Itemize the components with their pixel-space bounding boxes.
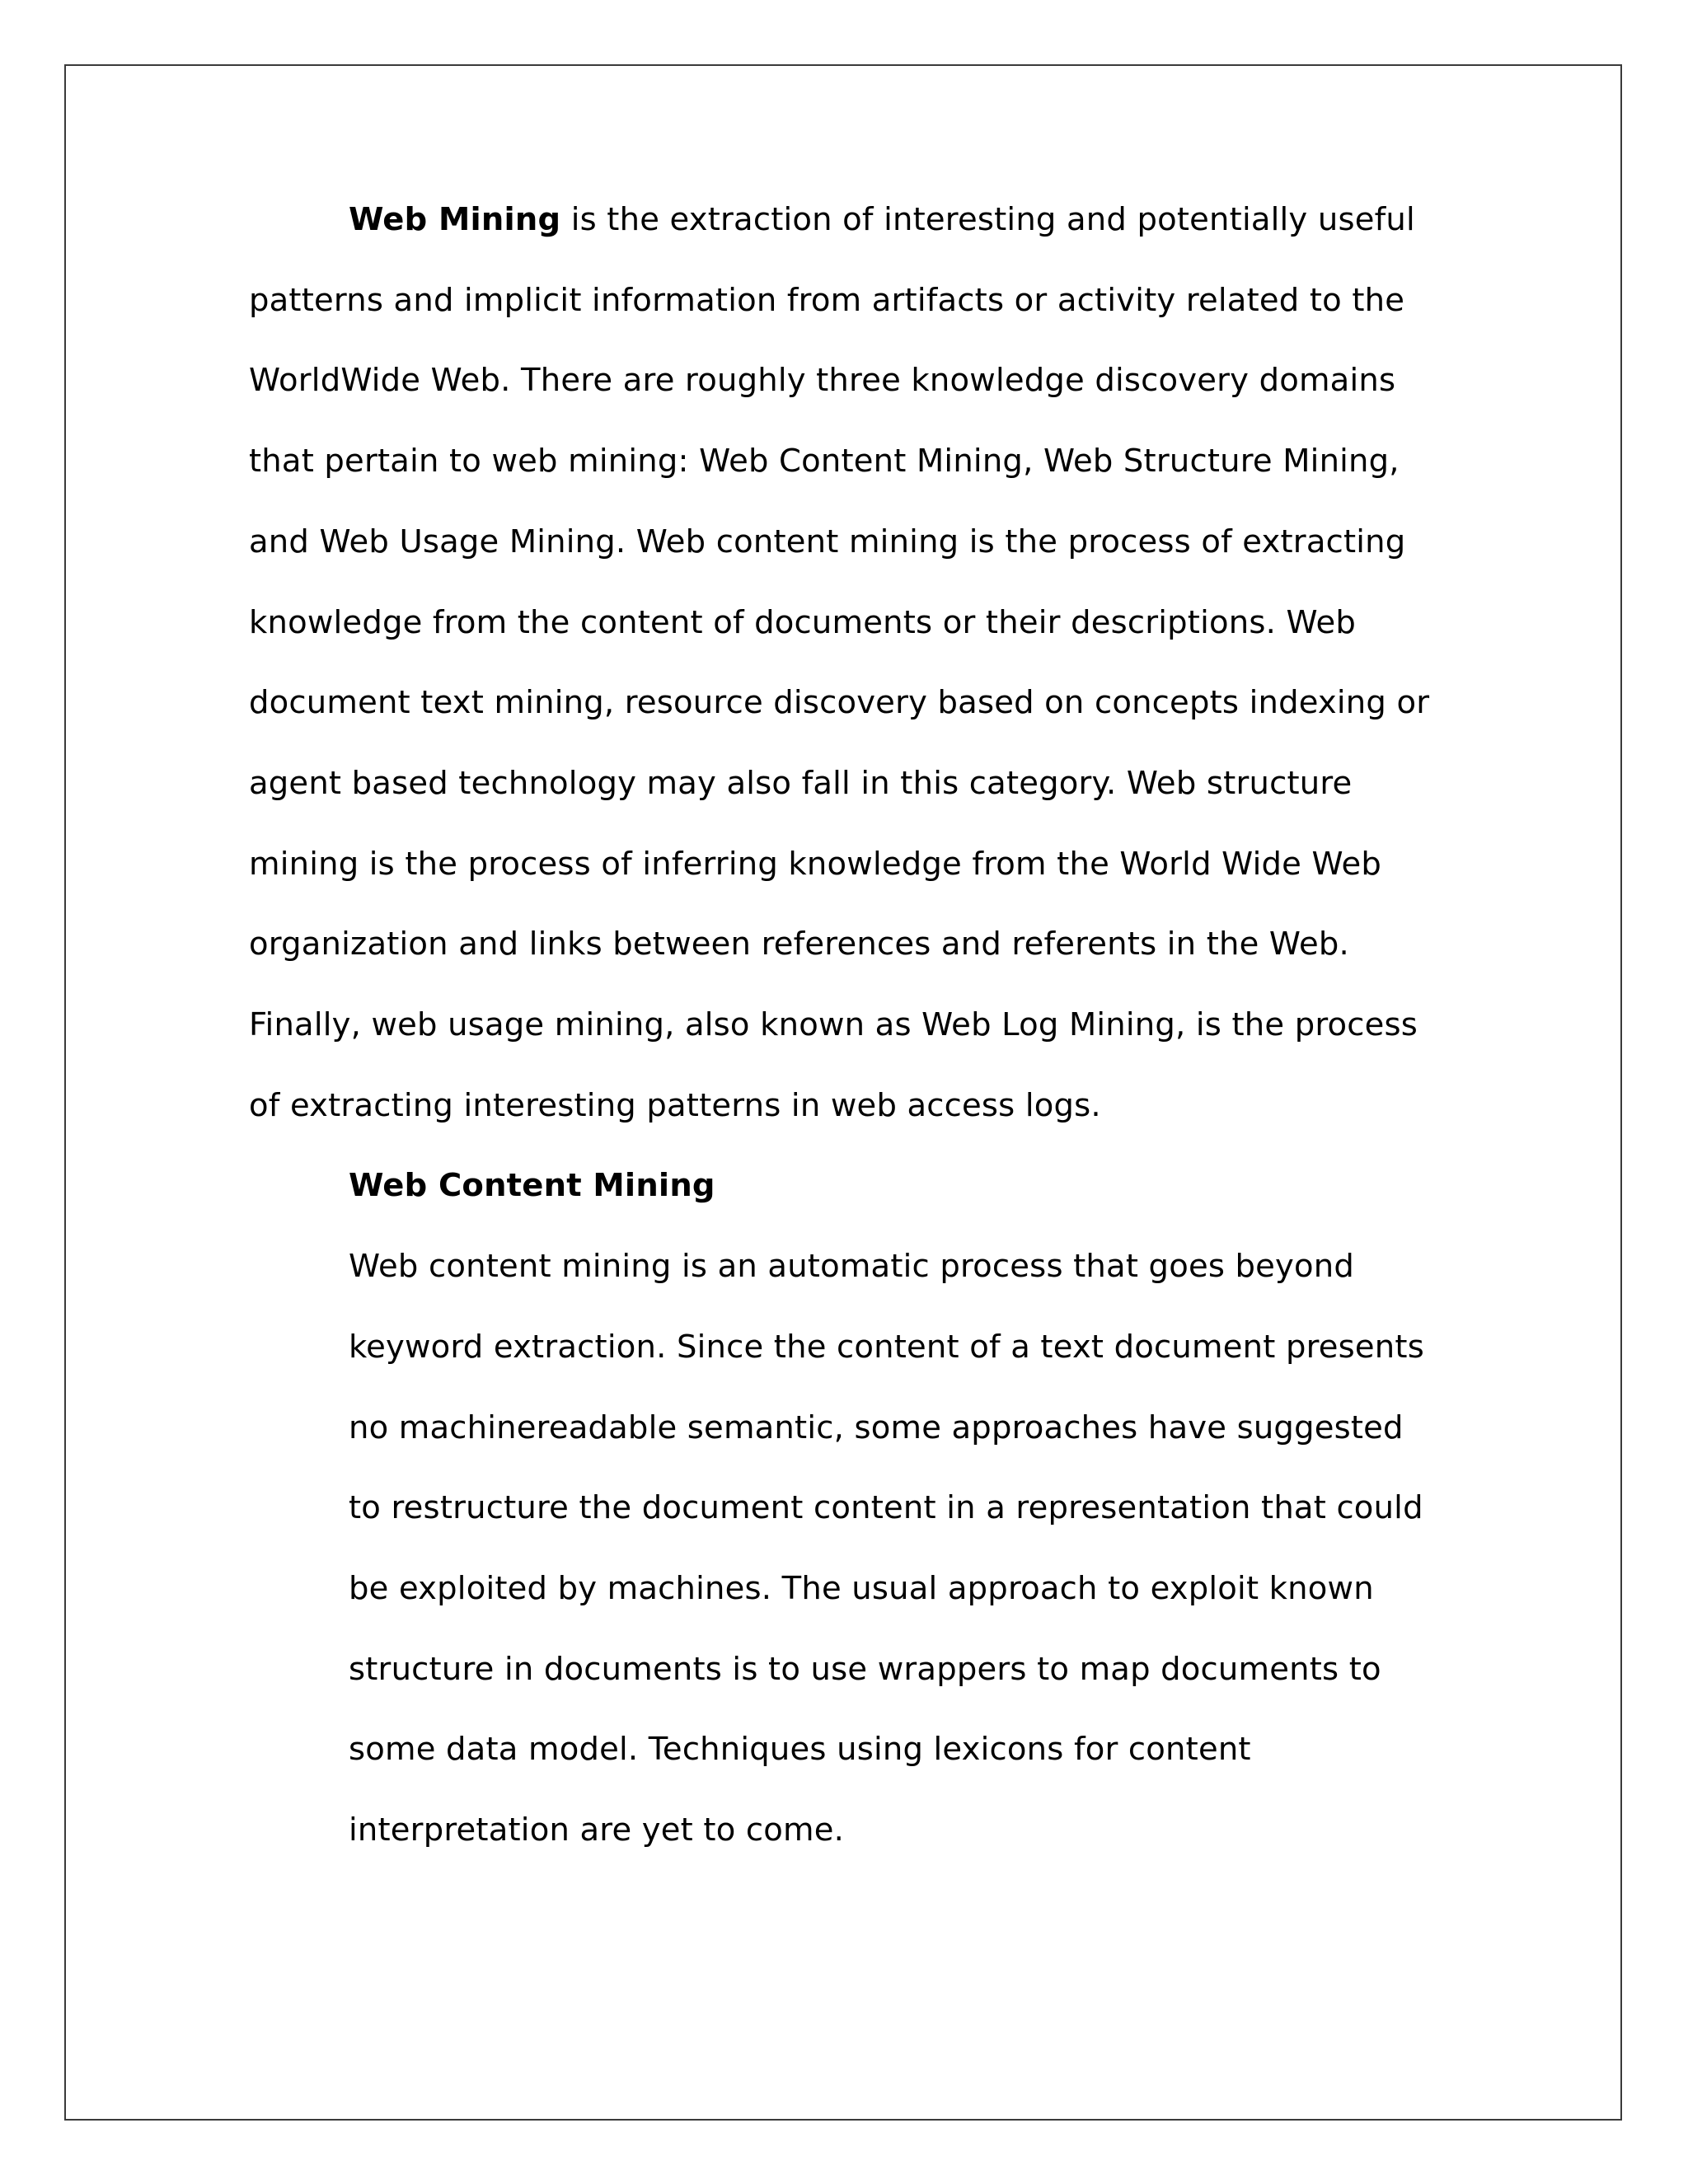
lead-term: Web Mining: [349, 201, 561, 238]
section-paragraph: Web content mining is an automatic process that goes beyond keyword extraction. Since the content of a text document presents no machinereadable semantic, some approaches have suggested to restructure the document content in a representation that could be exploited by machines. The usual approach to exploit known structure in documents is to use wrappers to map documents to some data model. Techniques using lexicons for content interpretation are yet to come.: [349, 1248, 1424, 1849]
section-heading: Web Content Mining: [349, 1167, 715, 1205]
document-body: [249, 180, 1436, 1871]
intro-text: is the extraction of interesting and potentially useful patterns and implicit information from artifacts or activity related to the WorldWide Web. There are roughly three knowledge discovery domains that pertain to web mining: Web Content Mining, Web Structure Mining, and Web Usage Mining. Web content mining is the process of extracting knowledge from the content of documents or their descriptions. Web document text mining, resource discovery based on concepts indexing or agent based technology may also fall in this category. Web structure mining is the process of inferring knowledge from the World Wide Web organization and links between references and referents in the Web. Finally, web usage mining, also known as Web Log Mining, is the process of extracting interesting patterns in web access logs.: [249, 201, 1430, 1124]
web-content-mining-section: [249, 1146, 1436, 1870]
intro-paragraph: [249, 180, 1436, 1146]
